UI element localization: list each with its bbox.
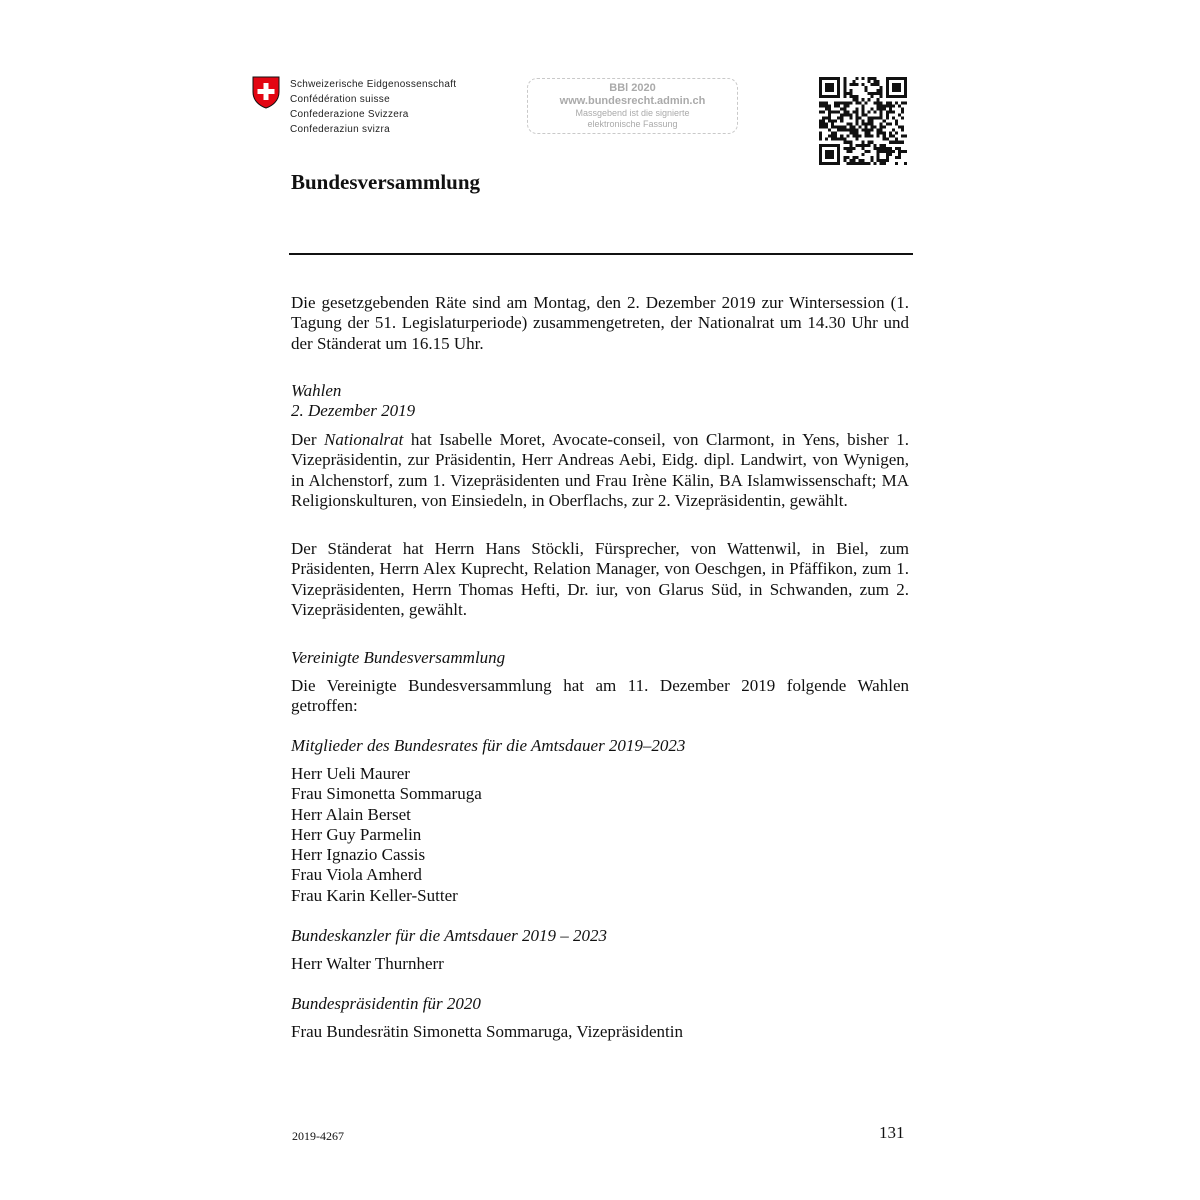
list-item: Herr Ueli Maurer	[291, 764, 410, 783]
confederation-name-it: Confederazione Svizzera	[290, 109, 409, 120]
qr-modules	[819, 77, 907, 165]
section-date: 2. Dezember 2019	[291, 401, 416, 420]
swiss-shield-icon	[252, 76, 280, 109]
nationalrat-label: Nationalrat	[324, 430, 404, 449]
list-item: Frau Karin Keller-Sutter	[291, 885, 458, 905]
confederation-name-de: Schweizerische Eidgenossenschaft	[290, 79, 457, 90]
page-number: 131	[879, 1123, 905, 1142]
confederation-name-rm: Confederaziun svizra	[290, 124, 390, 135]
section-heading-praesidentin: Bundespräsidentin für 2020	[291, 994, 481, 1013]
section-heading-wahlen: Wahlen	[291, 381, 342, 400]
list-item: Frau Viola Amherd	[291, 865, 422, 885]
section-heading-kanzler: Bundeskanzler für die Amtsdauer 2019 – 2023	[291, 926, 608, 945]
list-item: Herr Alain Berset	[291, 804, 411, 824]
section-heading-vereinigte: Vereinigte Bundesversammlung	[291, 648, 506, 667]
confederation-names	[290, 77, 456, 137]
list-item: Herr Guy Parmelin	[291, 824, 422, 844]
bundesrat-members-list	[291, 764, 482, 906]
stamp-url: www.bundesrecht.admin.ch	[559, 95, 706, 107]
page-title: Bundesversammlung	[291, 170, 481, 194]
bbl-stamp	[527, 78, 738, 134]
confederation-name-fr: Confédération suisse	[290, 94, 390, 105]
stamp-note-2: elektronische Fassung	[587, 119, 678, 129]
kanzler-name: Herr Walter Thurnherr	[291, 954, 444, 973]
staenderat-paragraph: Der Ständerat hat Herrn Hans Stöckli, Fürsprecher, von Wattenwil, in Biel, zum Präsidenten, Herrn Alex Kuprecht, Relation Manager, von Oeschgen, in Pfäffikon, zum 1. Vizepräsidenten, Herrn Thomas Hefti, Dr. iur, von Glarus Süd, in Schwanden, zum 2. Vizepräsidenten, gewählt.	[291, 539, 909, 619]
stamp-reference: BBl 2020	[609, 82, 656, 94]
title-divider	[289, 253, 913, 255]
document-number: 2019-4267	[292, 1129, 344, 1143]
qr-code-icon	[819, 77, 907, 165]
intro-paragraph: Die gesetzgebenden Räte sind am Montag, den 2. Dezember 2019 zur Wintersession (1. Tagung der 51. Legislaturperiode) zusammengetreten, der Nationalrat um 14.30 Uhr und der Ständerat um 16.15 Uhr.	[291, 293, 909, 353]
nationalrat-paragraph	[291, 430, 909, 511]
section-heading-bundesrat: Mitglieder des Bundesrates für die Amtsdauer 2019–2023	[291, 736, 686, 755]
list-item: Herr Ignazio Cassis	[291, 845, 426, 865]
list-item: Frau Simonetta Sommaruga	[291, 784, 482, 804]
nationalrat-prefix: Der	[291, 430, 325, 449]
vereinigte-paragraph: Die Vereinigte Bundesversammlung hat am 11. Dezember 2019 folgende Wahlen getroffen:	[291, 676, 909, 716]
swiss-confederation-logo	[252, 76, 492, 136]
praesidentin-name: Frau Bundesrätin Simonetta Sommaruga, Vizepräsidentin	[291, 1022, 683, 1041]
nationalrat-text: hat Isabelle Moret, Avocate-conseil, von Clarmont, in Yens, bisher 1. Vizepräsidentin, zur Präsidentin, Herr Andreas Aebi, Eidg. dipl. Landwirt, von Wynigen, in Alchenstorf, zum 1. Vizepräsidenten und Frau Irène Kälin, BA Islamwissenschaft; MA Religionskulturen, von Einsiedeln, in Oberflachs, zur 2. Vizepräsidentin, gewählt.	[291, 430, 910, 510]
stamp-note-1: Massgebend ist die signierte	[575, 108, 690, 118]
